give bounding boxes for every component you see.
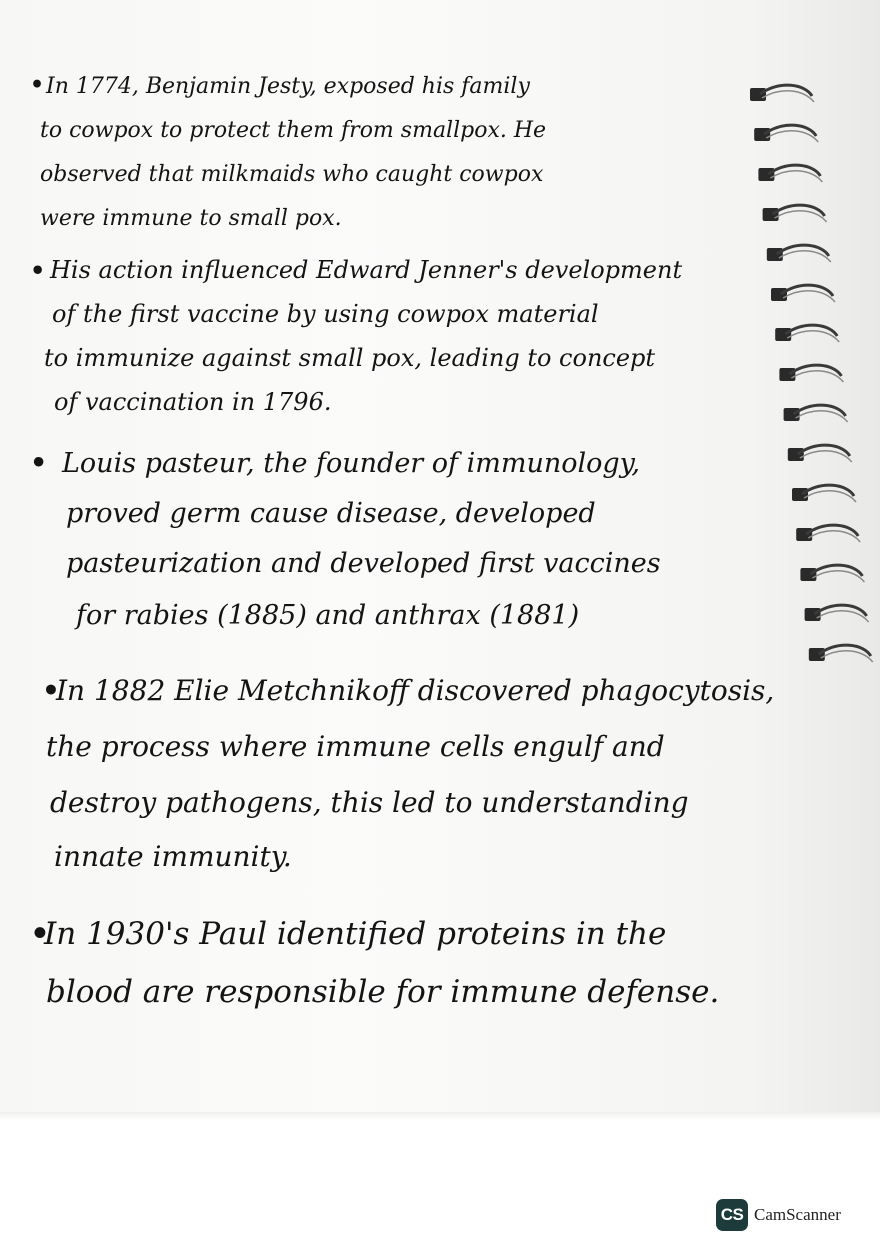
camscanner-logo-icon: CS — [716, 1199, 748, 1231]
note-line: for rabies (1885) and anthrax (1881) — [76, 600, 580, 631]
spiral-ring — [800, 565, 864, 582]
bullet: • — [30, 448, 48, 479]
note-line: to immunize against small pox, leading to concept — [44, 344, 656, 372]
note-line: the process where immune cells engulf and — [46, 730, 665, 763]
note-line: Louis pasteur, the founder of immunology, — [62, 448, 640, 479]
bullet: • — [30, 916, 50, 952]
spiral-ring — [788, 445, 852, 462]
note-line: proved germ cause disease, developed — [66, 498, 596, 529]
spiral-ring — [809, 645, 873, 662]
note-line: of vaccination in 1796. — [54, 388, 332, 416]
note-line: innate immunity. — [54, 840, 292, 873]
spiral-ring — [792, 485, 856, 502]
spiral-ring — [750, 85, 814, 102]
spiral-ring — [758, 165, 822, 182]
spiral-ring — [784, 405, 848, 422]
spiral-ring — [771, 285, 835, 302]
camscanner-name: CamScanner — [754, 1205, 841, 1224]
spiral-ring — [805, 605, 869, 622]
note-line: to cowpox to protect them from smallpox. He — [40, 118, 547, 143]
bullet: • — [30, 256, 46, 285]
note-line: In 1774, Benjamin Jesty, exposed his family — [46, 74, 530, 99]
bullet: • — [42, 674, 60, 707]
paper-edge — [0, 1112, 880, 1120]
spiral-binding — [740, 60, 880, 740]
bullet: • — [30, 72, 45, 98]
note-line: observed that milkmaids who caught cowpox — [40, 162, 544, 187]
note-line: His action influenced Edward Jenner's development — [50, 256, 683, 284]
spiral-ring — [767, 245, 831, 262]
note-line: In 1930's Paul identified proteins in the — [44, 916, 667, 952]
spiral-ring — [763, 205, 827, 222]
note-line: pasteurization and developed first vaccines — [66, 548, 661, 579]
note-line: of the first vaccine by using cowpox material — [52, 300, 599, 328]
note-line: blood are responsible for immune defense. — [46, 974, 720, 1010]
spiral-ring — [796, 525, 860, 542]
spiral-ring — [754, 125, 818, 142]
camscanner-watermark — [716, 1198, 841, 1232]
note-line: were immune to small pox. — [40, 206, 342, 231]
note-line: In 1882 Elie Metchnikoff discovered phagocytosis, — [56, 674, 775, 707]
note-line: destroy pathogens, this led to understanding — [50, 786, 689, 819]
spiral-ring — [779, 365, 843, 382]
spiral-ring — [775, 325, 839, 342]
